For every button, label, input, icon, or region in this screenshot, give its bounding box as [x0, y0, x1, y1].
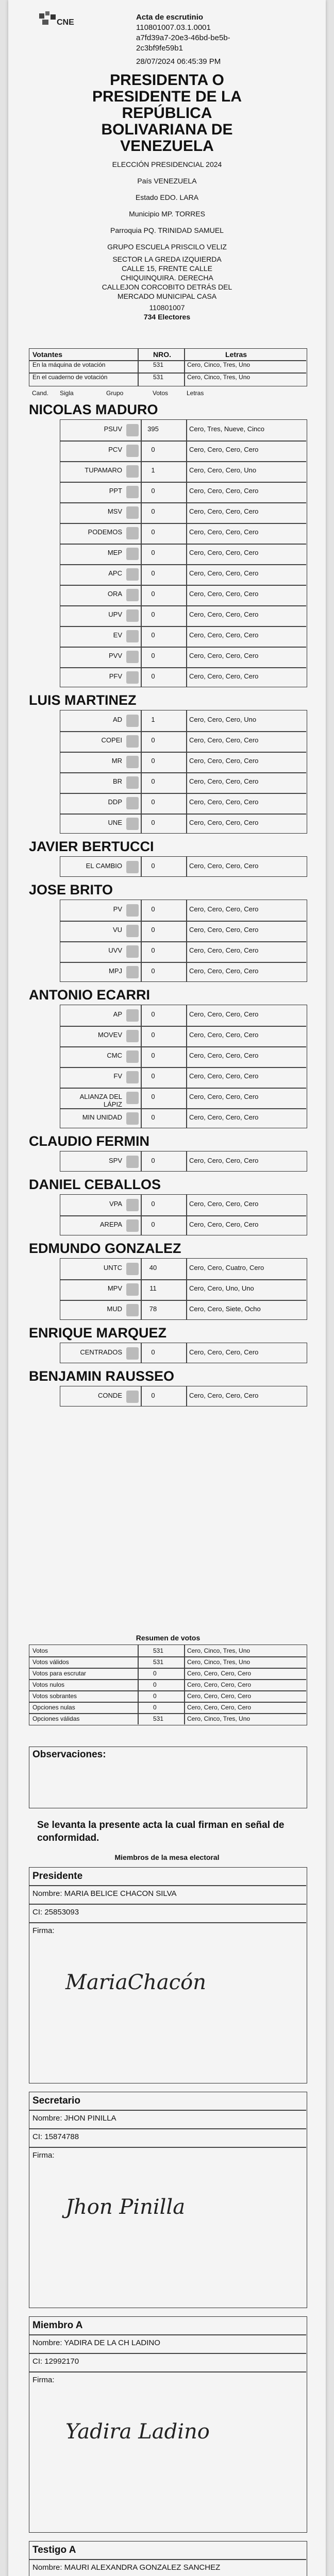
party-logo-icon	[126, 1030, 139, 1042]
party-letras: Cero, Cero, Uno, Uno	[189, 1284, 254, 1292]
party-table	[60, 1343, 307, 1363]
party-logo-icon	[126, 1391, 139, 1403]
party-votes: 0	[151, 926, 155, 934]
party-letras: Cero, Cero, Cero, Cero	[189, 672, 259, 680]
party-letras: Cero, Cero, Cero, Cero	[189, 1031, 259, 1039]
party-votes: 0	[151, 777, 155, 785]
party-letras: Cero, Cero, Cero, Cero	[189, 1392, 259, 1399]
party-table	[60, 1194, 307, 1235]
observations-label: Observaciones:	[32, 1749, 106, 1760]
summary-letras: Cero, Cinco, Tres, Uno	[187, 1647, 250, 1654]
party-sigla: AP	[113, 1010, 122, 1018]
party-sigla: PCV	[108, 446, 122, 453]
party-letras: Cero, Cero, Siete, Ocho	[189, 1305, 261, 1313]
party-sigla: BR	[112, 777, 122, 785]
candidate-block	[29, 1368, 307, 1406]
candidate-name: NICOLAS MADURO	[29, 402, 158, 417]
party-sigla: APC	[108, 569, 122, 577]
candidate-name: LUIS MARTINEZ	[29, 692, 137, 708]
summary-label: Opciones nulas	[32, 1704, 75, 1711]
candidate-block	[29, 882, 307, 982]
party-logo-icon	[126, 1219, 139, 1232]
address-line: CALLE 15, FRENTE CALLE	[122, 264, 212, 273]
party-sigla: PV	[113, 905, 122, 913]
party-letras: Cero, Cero, Cero, Cero	[189, 862, 259, 870]
party-sigla: PVV	[108, 652, 122, 659]
summary-label: Votos sobrantes	[32, 1692, 77, 1700]
party-sigla: MR	[111, 757, 122, 765]
party-logo-icon	[126, 756, 139, 768]
party-letras: Cero, Cero, Cero, Cero	[189, 1052, 259, 1059]
datetime: 28/07/2024 06:45:39 PM	[136, 57, 221, 66]
member-block	[29, 1867, 307, 2083]
candidate-name: CLAUDIO FERMIN	[29, 1133, 149, 1149]
party-sigla: MOVEV	[98, 1031, 122, 1039]
summary-nro: 531	[153, 1715, 164, 1722]
party-votes: 0	[151, 569, 155, 577]
summary-letras: Cero, Cero, Cero, Cero	[187, 1692, 252, 1700]
member-name: Nombre: JHON PINILLA	[32, 2114, 116, 2123]
party-logo-icon	[126, 945, 139, 958]
party-logo-icon	[126, 506, 139, 519]
party-votes: 0	[151, 487, 155, 495]
party-letras: Cero, Cero, Cero, Cero	[189, 1072, 259, 1080]
summary-nro: 531	[153, 1658, 164, 1666]
hash-line-1: a7fd39a7-20e3-46bd-be5b-	[136, 33, 230, 42]
party-logo-icon	[126, 445, 139, 457]
party-table	[60, 710, 307, 834]
party-votes: 0	[151, 1348, 155, 1356]
party-votes: 0	[151, 611, 155, 618]
candidate-block	[29, 1177, 307, 1235]
party-sigla: FV	[113, 1072, 122, 1080]
col-votantes: Votantes	[32, 350, 63, 359]
party-sigla: MSV	[107, 507, 122, 515]
party-sigla: DDP	[108, 798, 122, 806]
party-letras: Cero, Tres, Nueve, Cinco	[189, 425, 264, 433]
party-votes: 1	[151, 466, 155, 474]
members-title: Miembros de la mesa electoral	[114, 1853, 220, 1861]
party-letras: Cero, Cero, Cero, Cero	[189, 819, 259, 826]
parish: Parroquia PQ. TRINIDAD SAMUEL	[110, 226, 224, 234]
party-sigla: PSUV	[104, 425, 122, 433]
member-role: Testigo A	[32, 2545, 76, 2555]
party-table	[60, 1005, 307, 1128]
party-votes: 0	[151, 1392, 155, 1399]
party-votes: 0	[151, 1157, 155, 1164]
col-votos: Votos	[153, 389, 169, 397]
party-sigla: AD	[112, 716, 122, 723]
col-cand-letras: Letras	[187, 389, 204, 397]
party-sigla: MUD	[107, 1305, 122, 1313]
summary-title: Resumen de votos	[136, 1634, 201, 1642]
candidate-block	[29, 1133, 307, 1172]
party-sigla: COPEI	[101, 736, 122, 744]
party-votes: 0	[151, 549, 155, 556]
party-logo-icon	[126, 486, 139, 498]
candidate-block	[29, 692, 307, 834]
party-votes: 0	[151, 1113, 155, 1121]
party-letras: Cero, Cero, Cero, Uno	[189, 466, 257, 474]
party-votes: 0	[151, 1072, 155, 1080]
party-votes: 1	[151, 716, 155, 723]
center-code: 110801007	[149, 303, 185, 312]
summary-section	[29, 1633, 307, 1725]
electors-count: 734 Electores	[143, 313, 191, 321]
member-block	[29, 2316, 307, 2533]
election-info	[8, 160, 326, 321]
member-name: Nombre: YADIRA DE LA CH LADINO	[32, 2338, 160, 2347]
member-role: Miembro A	[32, 2320, 83, 2331]
party-votes: 0	[151, 631, 155, 639]
party-logo-icon	[126, 548, 139, 560]
party-letras: Cero, Cero, Cero, Cero	[189, 1093, 259, 1100]
party-votes: 0	[151, 1010, 155, 1018]
party-letras: Cero, Cero, Cero, Cero	[189, 1200, 259, 1208]
party-table	[60, 900, 307, 982]
party-sigla: MEP	[107, 549, 122, 556]
party-logo-icon	[126, 589, 139, 601]
observations-box	[29, 1747, 307, 1808]
summary-letras: Cero, Cero, Cero, Cero	[187, 1670, 252, 1677]
col-grupo: Grupo	[106, 389, 124, 397]
party-logo-icon	[126, 1050, 139, 1063]
party-letras: Cero, Cero, Cero, Cero	[189, 487, 259, 495]
summary-letras: Cero, Cero, Cero, Cero	[187, 1681, 252, 1688]
party-sigla: MIN UNIDAD	[82, 1113, 122, 1121]
member-ci: CI: 12992170	[32, 2357, 79, 2366]
member-block	[29, 2541, 307, 2576]
firma-label: Firma:	[32, 2376, 55, 2384]
municipality: Municipio MP. TORRES	[129, 210, 205, 218]
summary-letras: Cero, Cinco, Tres, Uno	[187, 1658, 250, 1666]
party-votes: 0	[151, 507, 155, 515]
row-book-nro: 531	[153, 374, 164, 381]
summary-table	[29, 1645, 307, 1725]
party-logo-icon	[126, 735, 139, 748]
party-sigla: EL CAMBIO	[86, 862, 122, 870]
party-logo-icon	[126, 1112, 139, 1125]
party-sigla: CENTRADOS	[80, 1348, 122, 1356]
hash-line-2: 2c3bf9fe59b1	[136, 44, 183, 53]
member-block	[29, 2092, 307, 2308]
election-name: ELECCIÓN PRESIDENCIAL 2024	[112, 160, 222, 168]
member-signature: MariaChacón	[65, 1971, 207, 1994]
party-letras: Cero, Cero, Cero, Cero	[189, 757, 259, 765]
party-votes: 0	[151, 819, 155, 826]
cne-logo	[38, 9, 74, 29]
party-sigla: PODEMOS	[88, 528, 122, 536]
candidate-name: DANIEL CEBALLOS	[29, 1177, 161, 1192]
candidate-name: EDMUNDO GONZALEZ	[29, 1241, 181, 1256]
col-letras: Letras	[225, 350, 247, 359]
party-logo-icon	[126, 966, 139, 978]
voters-table	[29, 348, 307, 399]
party-letras: Cero, Cero, Cero, Cero	[189, 611, 259, 618]
closing-text: Se levanta la presente acta la cual firman en señal de conformidad.	[37, 1820, 285, 1843]
candidates-list	[29, 402, 307, 1412]
party-letras: Cero, Cero, Cero, Cero	[189, 549, 259, 556]
address-line: MERCADO MUNICIPAL CASA	[117, 292, 217, 300]
party-votes: 0	[151, 967, 155, 975]
row-machine-label: En la máquina de votación	[32, 361, 106, 368]
party-logo-icon	[126, 568, 139, 581]
party-letras: Cero, Cero, Cero, Cero	[189, 1113, 259, 1121]
party-letras: Cero, Cero, Cero, Cero	[189, 1157, 259, 1164]
party-letras: Cero, Cero, Cero, Cero	[189, 528, 259, 536]
summary-label: Votos para escrutar	[32, 1670, 87, 1677]
party-letras: Cero, Cero, Cero, Cero	[189, 736, 259, 744]
party-votes: 0	[151, 757, 155, 765]
party-logo-icon	[126, 904, 139, 917]
svg-text:CNE: CNE	[57, 18, 74, 27]
col-cand: Cand.	[32, 389, 49, 397]
address-line: SECTOR LA GREDA IZQUIERDA	[112, 255, 222, 263]
party-votes: 0	[151, 590, 155, 598]
party-letras: Cero, Cero, Cero, Cero	[189, 905, 259, 913]
candidate-block	[29, 1325, 307, 1363]
row-machine-letras: Cero, Cinco, Tres, Uno	[187, 361, 250, 368]
party-letras: Cero, Cero, Cero, Uno	[189, 716, 257, 723]
address-line: CHIQUINQUIRA. DERECHA	[121, 274, 213, 282]
party-logo-icon	[126, 715, 139, 727]
party-votes: 0	[151, 862, 155, 870]
summary-letras: Cero, Cinco, Tres, Uno	[187, 1715, 250, 1722]
candidate-name: ANTONIO ECARRI	[29, 987, 151, 1003]
party-sigla: AREPA	[99, 1221, 122, 1228]
party-table	[60, 1151, 307, 1172]
acta-label: Acta de escrutinio	[136, 13, 204, 22]
member-ci: CI: 25853093	[32, 1908, 79, 1917]
party-table	[60, 419, 307, 687]
firma-label: Firma:	[32, 1926, 55, 1935]
party-votes: 40	[149, 1264, 157, 1272]
party-sigla: UNTC	[103, 1264, 122, 1272]
party-letras: Cero, Cero, Cero, Cero	[189, 1010, 259, 1018]
summary-nro: 0	[153, 1681, 157, 1688]
party-sigla: UNE	[108, 819, 122, 826]
summary-nro: 0	[153, 1692, 157, 1700]
party-sigla: PFV	[109, 672, 122, 680]
party-logo-icon	[126, 1263, 139, 1275]
party-votes: 0	[151, 528, 155, 536]
party-votes: 0	[151, 672, 155, 680]
acta-document	[8, 0, 326, 2576]
party-letras: Cero, Cero, Cero, Cero	[189, 446, 259, 453]
member-signature: Yadira Ladino	[65, 2420, 210, 2444]
party-logo-icon	[126, 424, 139, 436]
party-sigla: MPV	[107, 1284, 122, 1292]
party-letras: Cero, Cero, Cero, Cero	[189, 1348, 259, 1356]
party-letras: Cero, Cero, Cero, Cero	[189, 926, 259, 934]
candidate-block	[29, 839, 307, 877]
party-sigla: UVV	[108, 946, 122, 954]
party-letras: Cero, Cero, Cero, Cero	[189, 507, 259, 515]
party-logo-icon	[126, 1156, 139, 1168]
summary-nro: 0	[153, 1670, 157, 1677]
summary-label: Opciones válidas	[32, 1715, 80, 1722]
row-book-letras: Cero, Cinco, Tres, Uno	[187, 374, 250, 381]
party-votes: 0	[151, 798, 155, 806]
party-letras: Cero, Cero, Cero, Cero	[189, 798, 259, 806]
party-votes: 0	[151, 1031, 155, 1039]
party-letras: Cero, Cero, Cero, Cero	[189, 967, 259, 975]
party-letras: Cero, Cero, Cuatro, Cero	[189, 1264, 264, 1272]
party-votes: 0	[151, 1200, 155, 1208]
party-sigla: VPA	[109, 1200, 122, 1208]
party-logo-icon	[126, 1071, 139, 1083]
party-letras: Cero, Cero, Cero, Cero	[189, 631, 259, 639]
party-logo-icon	[126, 925, 139, 937]
col-nro: NRO.	[153, 350, 171, 359]
member-role: Presidente	[32, 1871, 83, 1882]
title-line: REPÚBLICA	[122, 105, 212, 122]
summary-label: Votos	[32, 1647, 48, 1654]
party-letras: Cero, Cero, Cero, Cero	[189, 946, 259, 954]
party-sigla: VU	[112, 926, 122, 934]
title-line: PRESIDENTE DE LA	[92, 88, 242, 105]
party-sigla: ORA	[107, 590, 122, 598]
party-table	[60, 1258, 307, 1320]
candidate-headers	[29, 388, 307, 399]
summary-label: Votos válidos	[32, 1658, 69, 1666]
party-votes: 0	[151, 652, 155, 659]
summary-nro: 531	[153, 1647, 164, 1654]
party-letras: Cero, Cero, Cero, Cero	[189, 652, 259, 659]
summary-letras: Cero, Cero, Cero, Cero	[187, 1704, 252, 1711]
col-sigla: Sigla	[60, 389, 74, 397]
title-line: PRESIDENTA O	[110, 72, 224, 89]
candidate-block	[29, 1241, 307, 1320]
party-votes: 395	[147, 425, 159, 433]
firma-label: Firma:	[32, 2151, 55, 2160]
party-votes: 0	[151, 1052, 155, 1059]
party-sigla: EV	[113, 631, 122, 639]
party-letras: Cero, Cero, Cero, Cero	[189, 777, 259, 785]
party-sigla: MPJ	[109, 967, 122, 975]
page-title	[8, 72, 326, 155]
candidate-name: JOSE BRITO	[29, 882, 113, 897]
party-table	[60, 856, 307, 877]
candidate-name: ENRIQUE MARQUEZ	[29, 1325, 167, 1341]
party-logo-icon	[126, 797, 139, 809]
title-line: VENEZUELA	[120, 138, 214, 155]
candidate-name: BENJAMIN RAUSSEO	[29, 1368, 175, 1384]
country: País VENEZUELA	[137, 177, 197, 185]
party-sigla: CMC	[107, 1052, 122, 1059]
party-logo-icon	[126, 776, 139, 789]
row-machine-nro: 531	[153, 361, 164, 368]
party-logo-icon	[126, 1304, 139, 1316]
member-ci: CI: 15874788	[32, 2132, 79, 2141]
party-logo-icon	[126, 527, 139, 539]
member-role: Secretario	[32, 2095, 80, 2106]
party-logo-icon	[126, 1009, 139, 1022]
party-logo-icon	[126, 1347, 139, 1360]
party-letras: Cero, Cero, Cero, Cero	[189, 590, 259, 598]
party-sigla: PPT	[109, 487, 122, 495]
party-logo-icon	[126, 1199, 139, 1211]
party-letras: Cero, Cero, Cero, Cero	[189, 1221, 259, 1228]
party-sigla: SPV	[108, 1157, 122, 1164]
summary-nro: 0	[153, 1704, 157, 1711]
title-line: BOLIVARIANA DE	[101, 121, 233, 138]
party-votes: 0	[151, 736, 155, 744]
summary-label: Votos nulos	[32, 1681, 65, 1688]
party-logo-icon	[126, 671, 139, 684]
party-sigla: ALIANZA DEL LÁPIZ	[79, 1093, 122, 1108]
party-votes: 11	[149, 1284, 157, 1292]
party-logo-icon	[126, 818, 139, 830]
party-logo-icon	[126, 465, 139, 478]
school: GRUPO ESCUELA PRISCILO VELIZ	[107, 243, 227, 251]
member-name: Nombre: MARIA BELICE CHACON SILVA	[32, 1889, 177, 1898]
member-name: Nombre: MAURI ALEXANDRA GONZALEZ SANCHEZ	[32, 2563, 221, 2572]
member-signature: Jhon Pinilla	[65, 2195, 186, 2219]
party-sigla: UPV	[108, 611, 122, 618]
party-votes: 0	[151, 1221, 155, 1228]
party-votes: 78	[149, 1305, 157, 1313]
party-logo-icon	[126, 1283, 139, 1296]
party-votes: 0	[151, 905, 155, 913]
address-line: CALLEJON CORCOBITO DETRÁS DEL	[102, 283, 232, 291]
members-list	[29, 1867, 307, 2576]
party-votes: 0	[151, 946, 155, 954]
party-votes: 0	[151, 446, 155, 453]
state: Estado EDO. LARA	[135, 193, 199, 201]
candidate-block	[29, 402, 307, 687]
acta-number: 110801007.03.1.0001	[136, 23, 211, 32]
party-sigla: TUPAMARO	[85, 466, 122, 474]
candidate-block	[29, 987, 307, 1128]
party-logo-icon	[126, 651, 139, 663]
party-sigla: CONDE	[98, 1392, 122, 1399]
party-logo-icon	[126, 609, 139, 622]
party-table	[60, 1386, 307, 1406]
candidate-name: JAVIER BERTUCCI	[29, 839, 154, 854]
party-logo-icon	[126, 1092, 139, 1104]
row-book-label: En el cuaderno de votación	[32, 374, 108, 381]
party-logo-icon	[126, 861, 139, 873]
party-letras: Cero, Cero, Cero, Cero	[189, 569, 259, 577]
party-logo-icon	[126, 630, 139, 642]
party-votes: 0	[151, 1093, 155, 1100]
